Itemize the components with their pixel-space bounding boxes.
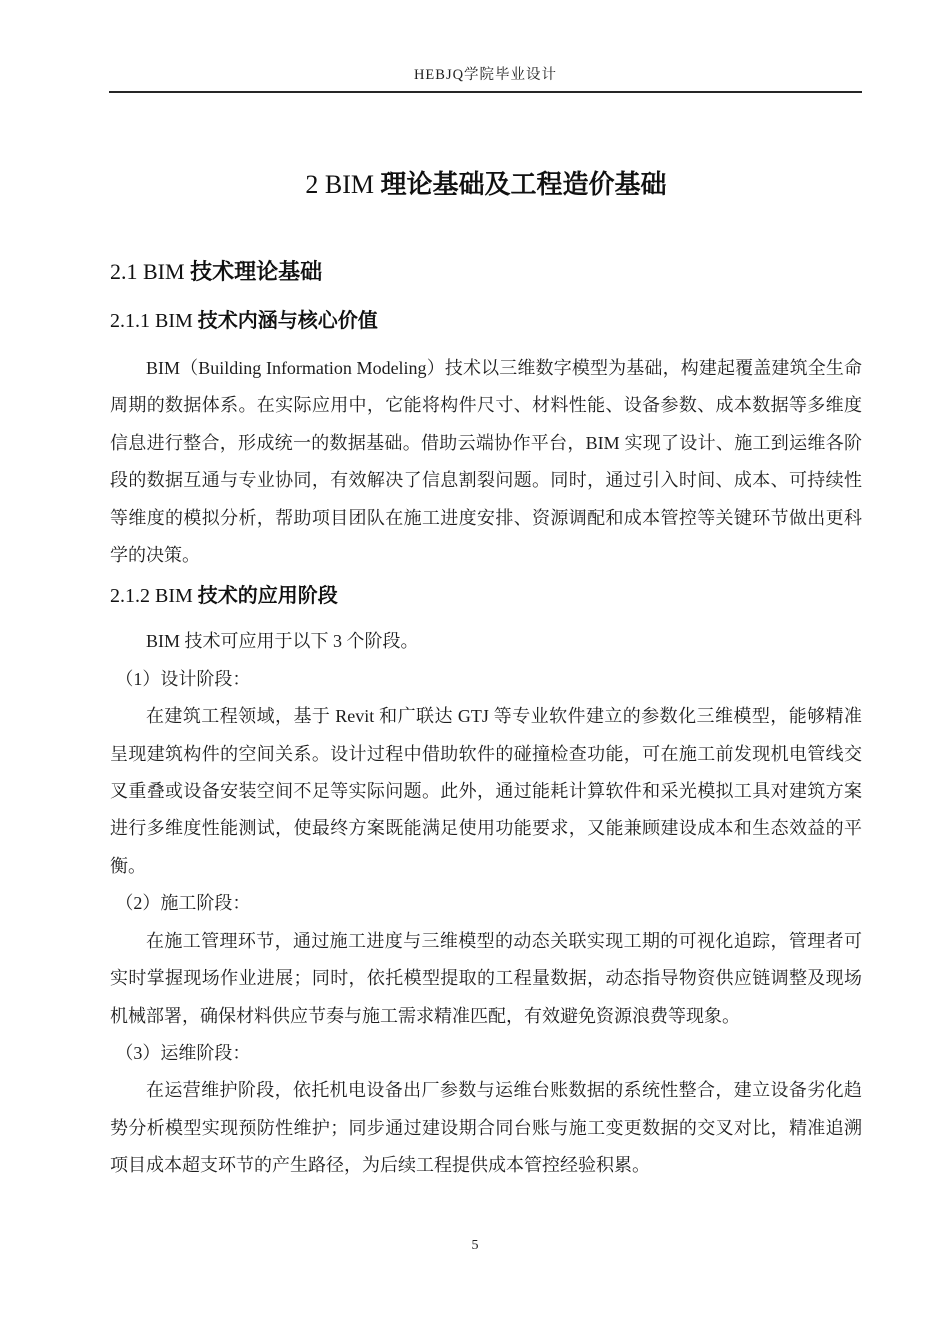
chapter-number: 2 BIM — [305, 170, 375, 199]
chapter-title — [110, 166, 862, 203]
section-2-1-text: 技术理论基础 — [190, 259, 323, 284]
section-2-1-2-number: 2.1.2 BIM — [110, 585, 193, 608]
section-2-1-1-number: 2.1.1 BIM — [110, 310, 193, 332]
chapter-title-text: 理论基础及工程造价基础 — [380, 169, 667, 199]
page-footer — [0, 1236, 950, 1256]
section-2-1-1-text: 技术内涵与核心价值 — [197, 310, 378, 332]
section-heading-2-1-1 — [110, 307, 862, 335]
stage-3-label: （3）运维阶段： — [115, 1042, 251, 1063]
paragraph-bim-definition: BIM（Building Information Modeling）技术以三维数字模型为基础，构建起覆盖建筑全生命周期的数据体系。在实际应用中，它能将构件尺寸、材料性能、设备参数、成本数据等多维度信息进行整合，形成统一的数据基础。借助云端协作平台，BIM 实现了设计、施工到运维各阶段的数据互通与专业协同，有效解决了信息割裂问题。同时，通过引入时间、成本、可持续性等维度的模拟分析，帮助项目团队在施工进度安排、资源调配和成本管控等关键环节做出更科学的决策。 — [110, 358, 862, 566]
section-2-1-2-text: 技术的应用阶段 — [197, 585, 338, 608]
stage-1-label: （1）设计阶段： — [115, 668, 251, 689]
stage-2-paragraph: 在施工管理环节，通过施工进度与三维模型的动态关联实现工期的可视化追踪，管理者可实时掌握现场作业进展；同时，依托模型提取的工程量数据，动态指导物资供应链调整及现场机械部署，确保材料供应节奏与施工需求精准匹配，有效避免资源浪费等现象。 — [110, 930, 862, 1026]
paragraph-stages-intro: BIM 技术可应用于以下 3 个阶段。 — [146, 631, 419, 652]
stage-1-paragraph: 在建筑工程领域，基于 Revit 和广联达 GTJ 等专业软件建立的参数化三维模型，能够精准呈现建筑构件的空间关系。设计过程中借助软件的碰撞检查功能，可在施工前发现机电管线交叉重叠或设备安装空间不足等实际问题。此外，通过能耗计算软件和采光模拟工具对建筑方案进行多维度性能测试，使最终方案既能满足使用功能要求，又能兼顾建设成本和生态效益的平衡。 — [110, 706, 862, 876]
section-heading-2-1-2 — [110, 582, 862, 610]
stage-3-paragraph: 在运营维护阶段，依托机电设备出厂参数与运维台账数据的系统性整合，建立设备劣化趋势分析模型实现预防性维护；同步通过建设期合同台账与施工变更数据的交叉对比，精准追溯项目成本超支环节的产生路径，为后续工程提供成本管控经验积累。 — [110, 1080, 862, 1176]
page-body — [110, 93, 862, 1185]
page-header — [109, 0, 862, 93]
running-header-text: HEBJQ学院毕业设计 — [413, 67, 558, 83]
stage-2-label: （2）施工阶段： — [115, 893, 251, 914]
section-heading-2-1 — [110, 257, 862, 287]
section-2-1-number: 2.1 BIM — [110, 259, 185, 284]
page-number: 5 — [471, 1238, 479, 1253]
